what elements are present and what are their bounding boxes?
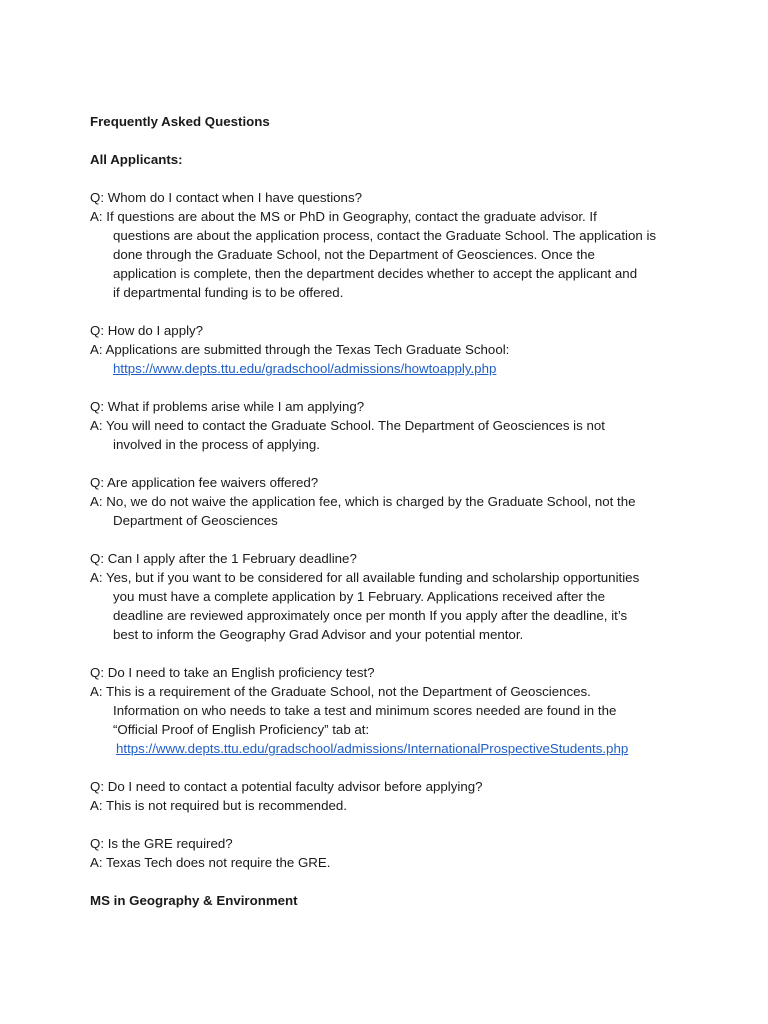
faq-answer-line: “Official Proof of English Proficiency” tab at: xyxy=(113,722,370,737)
section-heading-ms-geography: MS in Geography & Environment xyxy=(90,893,298,908)
faq-answer-line: questions are about the application process, contact the Graduate School. The application is xyxy=(113,228,657,243)
faq-question: Q: Whom do I contact when I have questions? xyxy=(90,190,362,205)
howtoapply-link[interactable]: https://www.depts.ttu.edu/gradschool/admissions/howtoapply.php xyxy=(113,361,497,376)
faq-answer-line: you must have a complete application by 1 February. Applications received after the xyxy=(113,589,606,604)
faq-answer-line: done through the Graduate School, not the Department of Geosciences. Once the xyxy=(113,247,595,262)
faq-item xyxy=(90,834,690,872)
faq-answer-line: Department of Geosciences xyxy=(113,513,278,528)
document-body xyxy=(90,112,690,910)
faq-item xyxy=(90,188,690,302)
faq-question: Q: What if problems arise while I am applying? xyxy=(90,399,365,414)
faq-question: Q: Are application fee waivers offered? xyxy=(90,475,319,490)
faq-answer-line: A: This is a requirement of the Graduate School, not the Department of Geosciences. xyxy=(90,684,591,699)
faq-question: Q: Do I need to contact a potential faculty advisor before applying? xyxy=(90,779,483,794)
faq-item xyxy=(90,397,690,454)
faq-answer-line: A: You will need to contact the Graduate School. The Department of Geosciences is not xyxy=(90,418,605,433)
faq-item xyxy=(90,473,690,530)
faq-answer-line: A: Yes, but if you want to be considered for all available funding and scholarship opportunities xyxy=(90,570,640,585)
faq-answer-line: best to inform the Geography Grad Advisor and your potential mentor. xyxy=(113,627,524,642)
faq-item xyxy=(90,549,690,644)
faq-item xyxy=(90,777,690,815)
faq-answer-line: A: This is not required but is recommended. xyxy=(90,798,347,813)
faq-answer-line: A: If questions are about the MS or PhD in Geography, contact the graduate advisor. If xyxy=(90,209,597,224)
faq-answer-line: A: Texas Tech does not require the GRE. xyxy=(90,855,331,870)
faq-item xyxy=(90,663,690,758)
faq-answer-line: if departmental funding is to be offered. xyxy=(113,285,344,300)
faq-item xyxy=(90,321,690,378)
faq-answer-line: Information on who needs to take a test and minimum scores needed are found in the xyxy=(113,703,617,718)
faq-answer-line: A: Applications are submitted through the Texas Tech Graduate School: xyxy=(90,342,510,357)
faq-question: Q: Can I apply after the 1 February deadline? xyxy=(90,551,357,566)
faq-answer-line: A: No, we do not waive the application fee, which is charged by the Graduate School, not the xyxy=(90,494,636,509)
page-title: Frequently Asked Questions xyxy=(90,114,270,129)
international-students-link[interactable]: https://www.depts.ttu.edu/gradschool/admissions/InternationalProspectiveStudents.php xyxy=(116,741,629,756)
faq-answer-line: application is complete, then the department decides whether to accept the applicant and xyxy=(113,266,638,281)
faq-question: Q: Do I need to take an English proficiency test? xyxy=(90,665,375,680)
section-heading-all-applicants: All Applicants: xyxy=(90,152,183,167)
faq-question: Q: Is the GRE required? xyxy=(90,836,233,851)
faq-answer-line: deadline are reviewed approximately once per month If you apply after the deadline, it’s xyxy=(113,608,628,623)
faq-question: Q: How do I apply? xyxy=(90,323,204,338)
faq-answer-line: involved in the process of applying. xyxy=(113,437,320,452)
